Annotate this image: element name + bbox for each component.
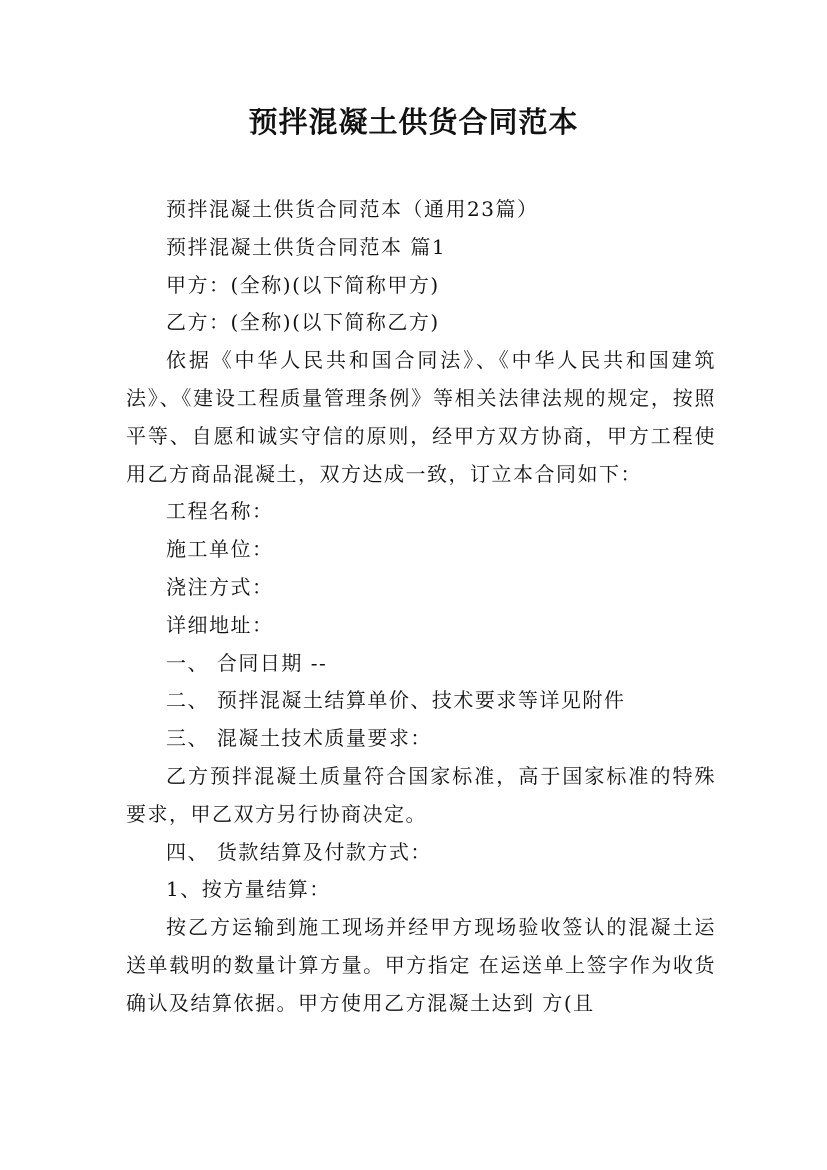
paragraph-construction-unit: 施工单位：: [166, 537, 274, 562]
paragraph-party-b: 乙方：(全称)(以下简称乙方): [166, 310, 440, 335]
paragraph-address: 详细地址：: [166, 612, 274, 637]
paragraph-clause-1: 一、 合同日期 --: [166, 650, 328, 675]
paragraph-clause-2: 二、 预拌混凝土结算单价、技术要求等详见附件: [166, 688, 626, 713]
paragraph-quality: 乙方预拌混凝土质量符合国家标准，高于国家标准的特殊要求，甲乙双方另行协商决定。: [126, 763, 716, 826]
paragraph-settlement-detail: 按乙方运输到施工现场并经甲方现场验收签认的混凝土运送单载明的数量计算方量。甲方指定 在运送单上签字作为收货确认及结算依据。甲方使用乙方混凝土达到 方(且: [126, 915, 716, 1015]
paragraph-project-name: 工程名称：: [166, 499, 274, 524]
paragraph-settlement-method: 1、按方量结算：: [166, 877, 331, 902]
paragraph-clause-3: 三、 混凝土技术质量要求：: [166, 726, 432, 751]
paragraph-subtitle: 预拌混凝土供货合同范本（通用23篇）: [166, 197, 539, 221]
paragraph-section-heading: 预拌混凝土供货合同范本 篇1: [166, 234, 447, 259]
document-title: 预拌混凝土供货合同范本: [248, 105, 579, 139]
paragraph-legal-basis: 依据《中华人民共和国合同法》、《中华人民共和国建筑法》、《建设工程质量管理条例》等相关法律法规的规定，按照平等、自愿和诚实守信的原则，经甲方双方协商，甲方工程使用乙方商品混凝土，双方达成一致，订立本合同如下：: [126, 348, 716, 486]
paragraph-party-a: 甲方：(全称)(以下简称甲方): [166, 272, 440, 297]
paragraph-clause-4: 四、 货款结算及付款方式：: [166, 839, 432, 864]
document-body: [126, 191, 716, 1023]
paragraph-pouring-method: 浇注方式：: [166, 574, 274, 599]
